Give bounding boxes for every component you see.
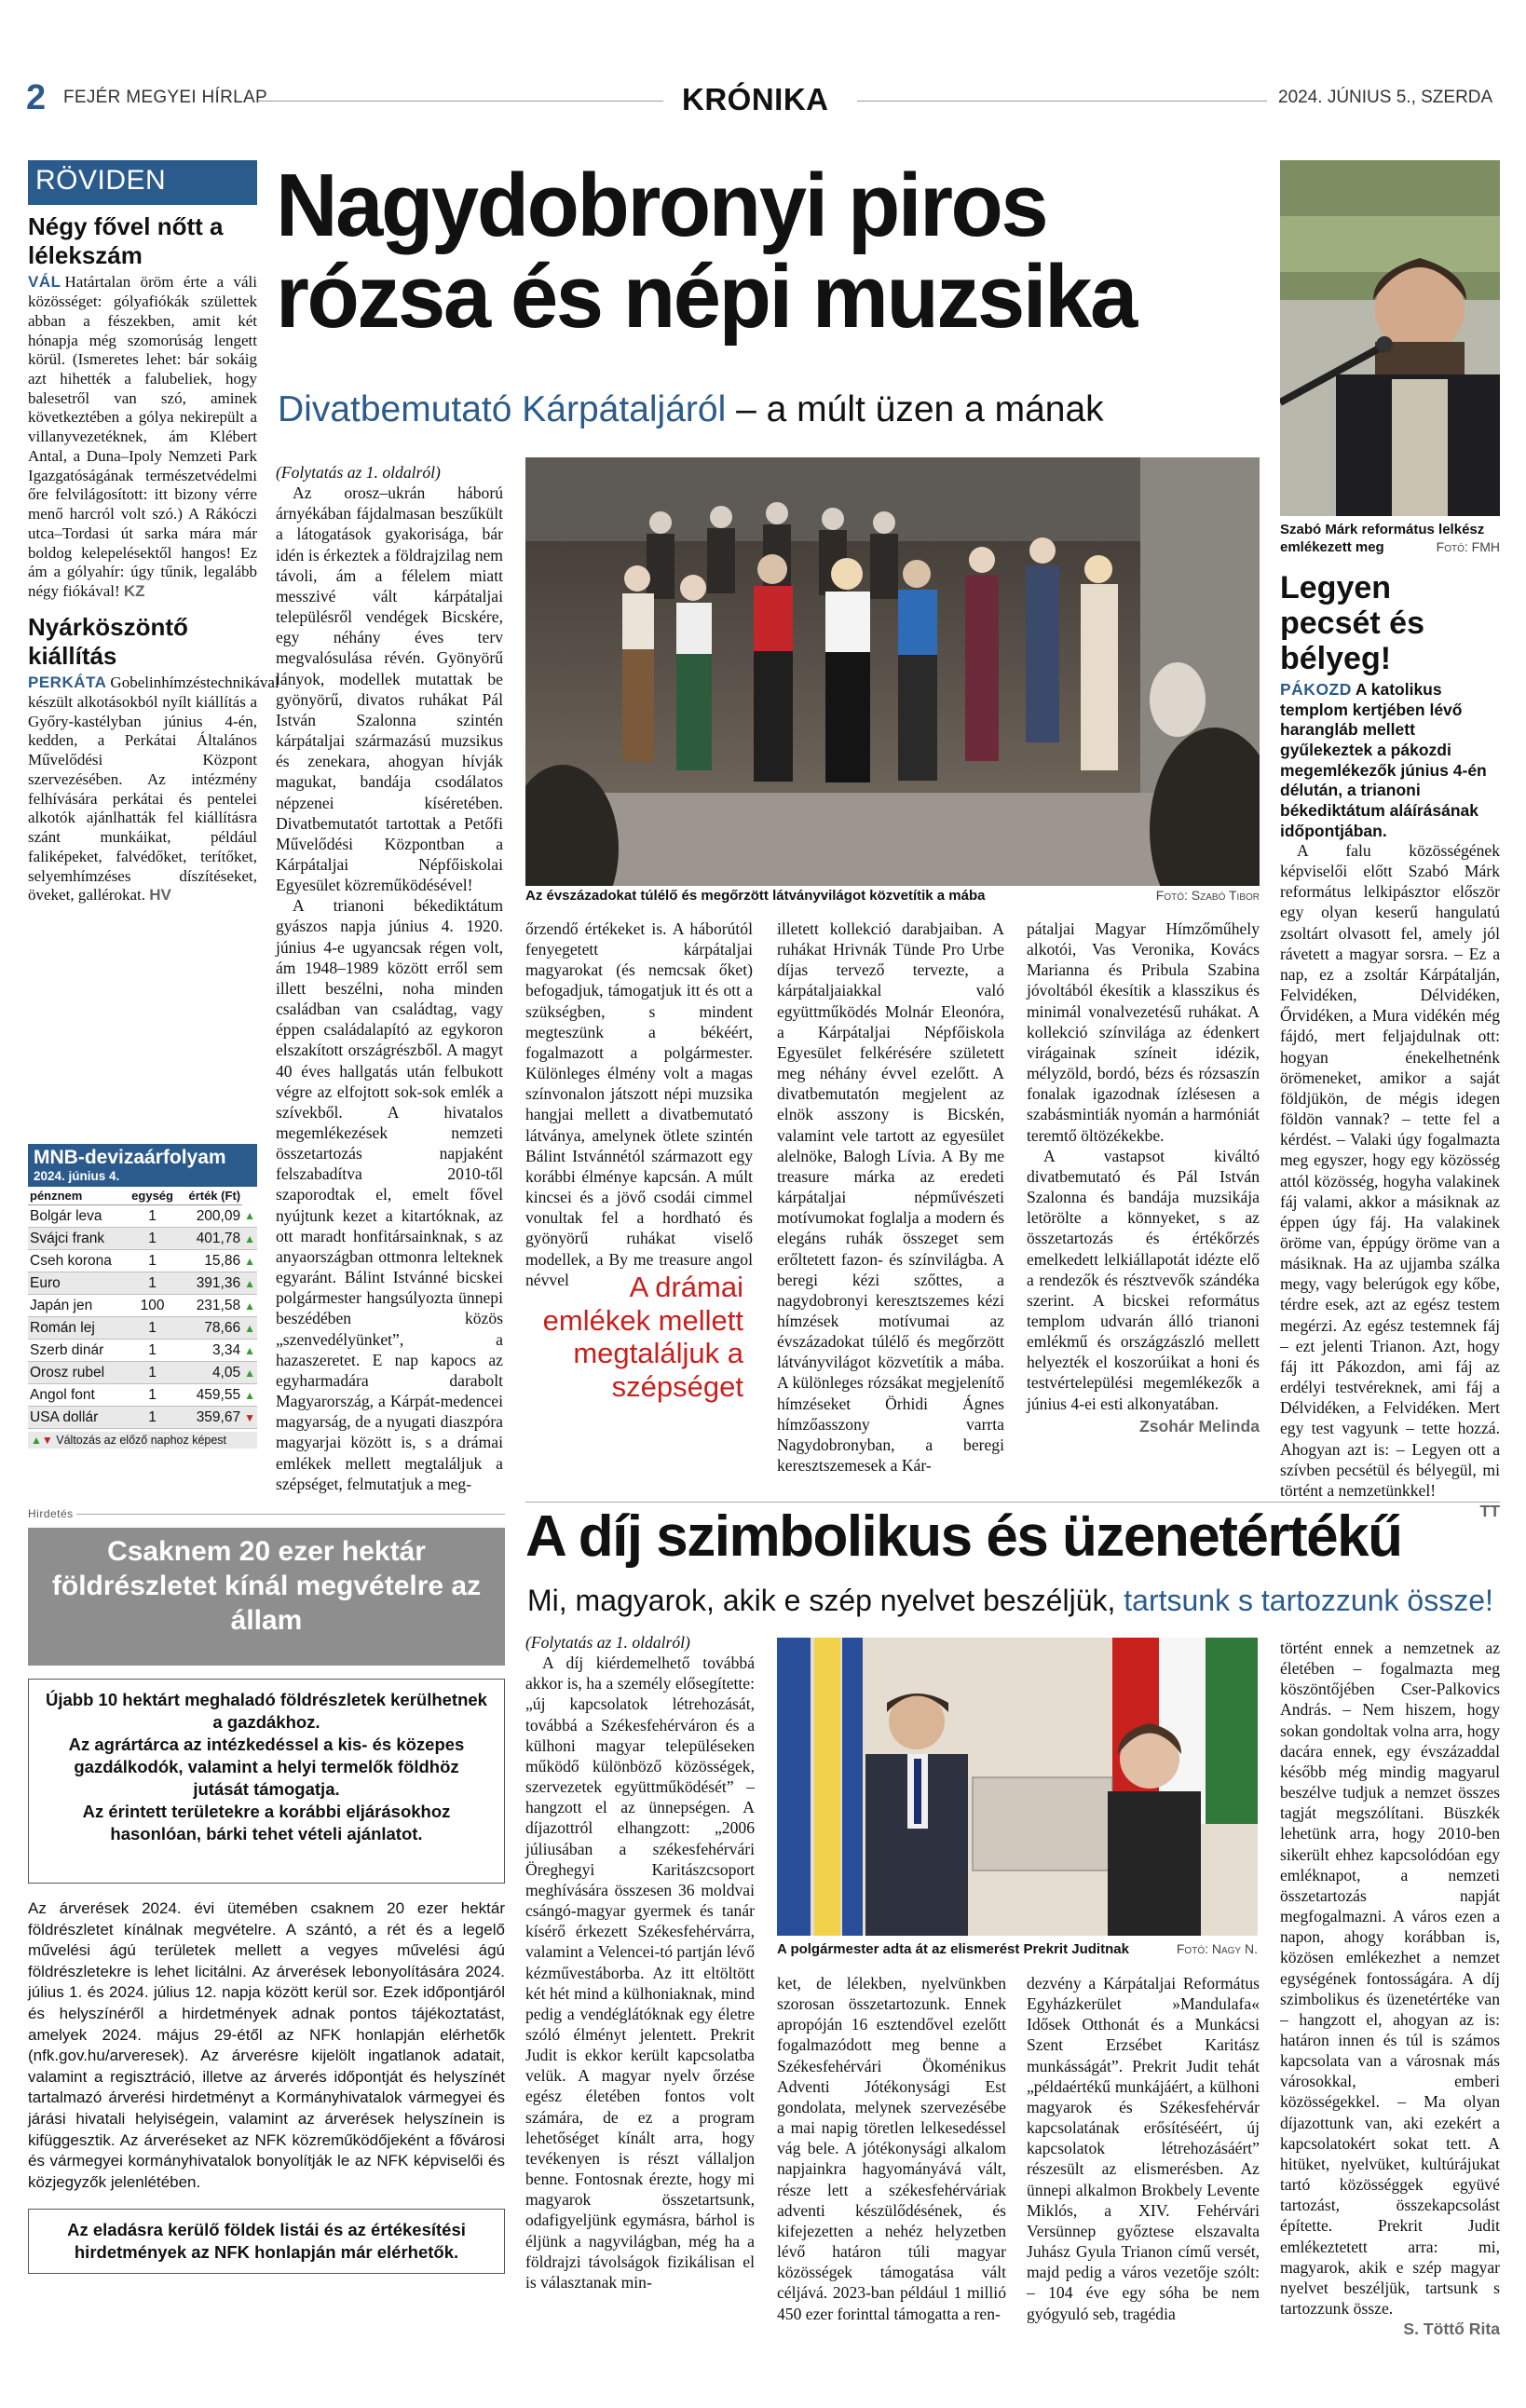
fx-value-text: 3,34 [211, 1341, 241, 1358]
fx-unit-text: 1 [148, 1319, 157, 1336]
fx-unit [127, 1272, 179, 1295]
fx-unit-text: 1 [148, 1230, 157, 1246]
fx-header-unit: egység [127, 1187, 179, 1205]
up-arrow-icon: ▲ [242, 1295, 257, 1317]
fx-header-value: érték (Ft) [179, 1187, 243, 1205]
second-article-col1 [525, 1632, 755, 2292]
fx-row [28, 1362, 257, 1384]
second-article-col3 [1027, 1973, 1260, 2324]
fx-row [28, 1384, 257, 1407]
fx-currency-text: Euro [30, 1274, 61, 1291]
ad-box-line-1: Újabb 10 hektárt meghaladó földrészletek kerülhetnek a gazdákhoz. [46, 1690, 487, 1733]
brief-2-signature: HV [149, 886, 171, 905]
fx-unit [127, 1340, 179, 1362]
sidebar-signature: TT [1479, 1502, 1500, 1520]
brief-2-lead: PERKÁTA [28, 673, 107, 692]
fx-value-text: 459,55 [196, 1386, 241, 1403]
fx-currency-text: Szerb dinár [30, 1341, 104, 1358]
fx-unit-text: 1 [148, 1386, 157, 1403]
paper-name: FEJÉR MEGYEI HÍRLAP [63, 88, 267, 107]
main-col1-p1: Az orosz–ukrán háború árnyékában fájdalmasan beszűkült a látogatások gyakorisága, bár idén is érkeztek a földrajzilag nem távoli, ám a félelem miatt messzivé vált kárpátaljai településről vendégek Bicskére, egy néhány éves terv megvalósulása révén. Gyönyörű lányok, modellek mutattak be gyönyörű, divatos ruhákat Pál István Szalonna szintén kárpátaljai származású muzsikus és zenekara, ahogyan hívják magukat, bandája csodálatos népzenei kíséretében. Divatbemutatót tartottak a Petőfi Művelődési Központban a Kárpátaljai Népfőiskolai Egyesület közreműködésével! [276, 483, 503, 895]
issue-date: 2024. JÚNIUS 5., SZERDA [1278, 88, 1493, 107]
second-continued: (Folytatás az 1. oldalról) [525, 1633, 690, 1652]
award-photo-art [777, 1638, 1258, 1936]
fx-currency [28, 1317, 127, 1340]
main-pullquote: A drámai emlékek mellett megtaláljuk a szépséget [542, 1271, 743, 1403]
brief-1-text [28, 273, 257, 601]
ad-footer: Az eladásra kerülő földek listái és az értékesítési hirdetmények az NFK honlapján már elérhetők. [67, 2219, 466, 2262]
second-subhead-rest: Mi, magyarok, akik e szép nyelvet beszéljük, [527, 1584, 1116, 1617]
fx-currency-text: Román lej [30, 1319, 95, 1336]
award-photo [777, 1638, 1258, 1936]
second-signature: S. Töttő Rita [1403, 2320, 1500, 2339]
pastor-photo [1280, 160, 1500, 516]
fx-currency-text: Angol font [30, 1386, 95, 1403]
fx-currency [28, 1250, 127, 1272]
fx-currency [28, 1340, 127, 1362]
fx-unit [127, 1295, 179, 1317]
fx-value [179, 1362, 243, 1384]
ad-title: Csaknem 20 ezer hektár földrészletet kínál megvételre az állam [51, 1536, 482, 1636]
fx-value [179, 1384, 243, 1407]
award-photo-credit: Fotó: Nagy N. [1176, 1941, 1258, 1956]
ad-footer-box [28, 2209, 505, 2274]
brief-1-title: Négy fővel nőtt a lélekszám [28, 212, 224, 269]
main-photo-credit: Fotó: Szabó Tibor [1155, 888, 1260, 903]
fx-value-text: 391,36 [196, 1274, 241, 1291]
main-continued: (Folytatás az 1. oldalról) [276, 463, 441, 482]
sidebar-body [1280, 840, 1500, 1521]
fx-currency [28, 1384, 127, 1407]
fx-table [28, 1187, 257, 1429]
second-article-col2 [777, 1973, 1006, 2324]
fx-value [179, 1407, 243, 1429]
main-subhead-blue: Divatbemutató Kárpátaljáról [278, 389, 727, 429]
header-rule-right [857, 101, 1267, 102]
fx-unit [127, 1228, 179, 1250]
fx-value-text: 4,05 [211, 1364, 241, 1381]
fx-row [28, 1205, 257, 1228]
up-arrow-icon: ▲ [31, 1434, 42, 1447]
fx-value [179, 1228, 243, 1250]
main-col1-p2: A trianoni békediktátum gyászos napja június 4. 1920. június 4-e ugyancsak régen volt, ám 1948–1989 között erről sem illett beszélni, noha minden családban van családtag, vagy éppen családalapító az egykoron elszakított országrészből. A magyt 40 éves hallgatás után felbukott végre az elfojtott sok-sok emlék a szívekből. A hivatalos megemlékezések nemzeti összetartozás napjaként felszabadítva 2010-től szaporodtak el, emelt fővel nyújtunk kezet a kitartóknak, az ott maradt honfitársainknak, s az anyaországban ottmonra lelteknek egyaránt. Bálint Istvánné bicskei polgármester hangsúlyozta ünnepi beszédében közös „szenvedélyünket”, a hazaszeretet. E nap kapocs az egyharmadára darabolt Magyarország, a Kárpát-medencei magyarság, de a nyugati diaszpóra magyarjai között is, s a drámai emlékek mellett megtaláljuk a szépséget, felmutatjuk a meg- [276, 896, 503, 1493]
fx-unit-text: 1 [148, 1364, 157, 1381]
roviden-column [28, 160, 279, 905]
up-arrow-icon: ▲ [242, 1340, 257, 1362]
ad-top-rule [76, 1514, 505, 1515]
fx-row [28, 1407, 257, 1429]
ad-box-line-2: Az agrártárca az intézkedéssel a kis- és közepes gazdálkodók, valamint a helyi termelők földhöz jutását támogatja. [68, 1735, 465, 1800]
fx-unit [127, 1317, 179, 1340]
sidebar-headline: Legyen pecsét és bélyeg! [1280, 570, 1424, 677]
brief-1-lead: VÁL [28, 273, 61, 292]
up-arrow-icon: ▲ [242, 1272, 257, 1295]
second-headline: A díj szimbolikus és üzenetértékű [525, 1504, 1402, 1569]
fx-currency [28, 1362, 127, 1384]
down-arrow-icon: ▼ [41, 1434, 53, 1447]
fx-box [28, 1144, 257, 1449]
fx-title-bar [28, 1144, 257, 1187]
up-arrow-icon: ▲ [242, 1250, 257, 1272]
fx-row [28, 1295, 257, 1317]
pastor-caption-text: Szabó Márk református lelkész emlékezett meg [1280, 522, 1485, 555]
up-arrow-icon: ▲ [242, 1228, 257, 1250]
fx-unit-text: 1 [148, 1274, 157, 1291]
main-col4-p1: pátaljai Magyar Hímzőműhely alkotói, Vas Veronika, Kovács Marianna és Pribula Szabina jóvoltából ékesítik a klasszikus és minimál vonalvezetésű ruhákat. A kollekció színvilága az édenkert virágainak színeit idézik, mélyzöld, bordó, bézs és rózsaszín fonalak igazodnak ízlésesen a szabásmintiák nyomán a harmóniát teremtő öltözékekbe. [1027, 919, 1260, 1145]
header-rule-left [259, 101, 663, 102]
award-photo-caption: A polgármester adta át az elismerést Prekrit Juditnak [777, 1941, 1129, 1957]
ad-body: Az árverések 2024. évi ütemében csaknem 20 ezer hektár földrészletet kínálnak megvételre. A szántó, a rét és a legelő művelési ágú területek mellett a vegyes művelési ágú földrészletekre is lehet licitálni. Az árverések lebonyolítására 2024. július 1. és 2024. július 12. napja között kerül sor. Ezek időpontjáról és helyszínéről a hirdetmények adnak pontos tájékoztatást, amelyek 2024. május 29-étől az NFK honlapján elérhetők (nfk.gov.hu/arveresek). Az árverésre kijelölt ingatlanok adatait, valamint a regisztráció, illetve az árverés időpontját és helyszínét tartalmazó árverési hirdetményt a Kormányhivatalok vármegyei és járási hivatali helyiségein, valamint az árverések helyszínein is kifüggesztik. Az árveréseket az NFK közreműködőjeként a fővárosi és vármegyei kormányhivatalok bonyolítják le az NFK képviselői és közjegyzők jelenlétében. [28, 1899, 505, 2191]
ad-highlight-box [28, 1679, 505, 1884]
fx-row [28, 1250, 257, 1272]
sidebar-lead-place: PÁKOZD [1280, 680, 1352, 699]
main-subhead [278, 389, 1104, 430]
fx-currency [28, 1205, 127, 1228]
fx-value [179, 1295, 243, 1317]
fx-currency-text: Svájci frank [30, 1230, 105, 1246]
brief-2-text [28, 673, 279, 905]
main-article-col3 [777, 918, 1004, 1476]
second-col2-text: ket, de lélekben, nyelvünkben szorosan összetartozunk. Ennek apropóján 16 esztendővel ezelőtt fogalmazódott meg benne a Székesfehérvári Ökoménikus Adventi Jótékonysági Est gondolata, melynek szervezésébe a mai napig töretlen lelkesedéssel vág bele. A jótékonysági alkalom napjainkra hagyományává vált, része lett a székesfehérváriak adventi készülődésének, és kifejezetten a nehéz helyzetben lévő határon túli magyar közösségek támogatása vált céljává. 2023-ban például 1 millió 450 ezer forinttal támogatta a ren- [777, 1974, 1006, 2323]
fx-unit-text: 100 [140, 1297, 165, 1313]
fx-value [179, 1317, 243, 1340]
ad-label: Hirdetés [28, 1507, 74, 1520]
fx-unit [127, 1407, 179, 1429]
fx-currency [28, 1295, 127, 1317]
page-number: 2 [26, 78, 47, 117]
fashion-show-photo [525, 457, 1260, 886]
fx-value-text: 359,67 [196, 1408, 241, 1425]
fx-value-text: 15,86 [204, 1252, 241, 1269]
fx-unit-text: 1 [148, 1207, 157, 1224]
second-col1-text: A díj kiérdemelhető továbbá akkor is, ha a személy elősegítette: „új kapcsolatok létrehozását, továbbá a Székesfehérváron és a külhoni magyar településeken működő különböző közösségek, szervezetek együttműködését” – hangzott el az ünnepségen. A díjazottról elhangzott: „2006 júliusában a székesfehérvári Öreghegyi Karitászcsoport meghívására összesen 36 moldvai csángó-magyar gyermek és tanár kísérő érkezett Székesfehérvárra, valamint a Velencei-tó partján lévő kézművestáborba. Az itt eltöltött két hét mind a külhoniaknak, mind pedig a vendéglátóknak egy életre szóló élményt jelentett. Prekrit Judit is ekkor került kapcsolatba velük. A magyar nyelv őrzése egész életében fontos volt számára, de ez a program lehetőséget kínált arra, hogy tevékenyen is részt vállaljon benne. Fontosnak érezte, hogy mi magyarok összetartsunk, odafigyeljünk egymásra, bárhol is éljünk a nagyvilágban, még ha a földrajzi távolságok fizikálisan el is választanak min- [525, 1653, 755, 2292]
fx-currency-text: USA dollár [30, 1408, 99, 1425]
award-photo-caption-bar [777, 1941, 1258, 1957]
fx-value-text: 401,78 [196, 1230, 241, 1246]
sidebar-lead [1280, 680, 1500, 842]
section-title: KRÓNIKA [682, 82, 829, 116]
second-col4-text: történt ennek a nemzetnek az életében – fogalmazta meg köszöntőjében Cser-Palkovics András. – Nem hiszem, hogy sokan gondoltak volna arra, hogy dacára ennek, egy évszázaddal később még mindig magyarul beszélve tudjuk a nemzet összes tagját megszólítani. Büszkék lehetünk arra, hogy 2010-ben sikerült ehhez kapcsolódóan egy emléknapot, a nemzeti összetartozás napját megfogalmazni. A város ezen a napon, ahogy korábban is, közösen emlékezhet a nemzet egységének fontosságára. A díj szimbolikus és üzenetértéke van – hangzott el, ahogyan az is: határon innen és túl is számos kapcsolata van a városnak más városokkal, emberi közösségekkel. – Ma olyan díjazottunk van, aki ezekért a kapcsolatokért sokat tett. A hitüket, nyelvüket, kultúrájukat tartó közösséggek együvé tartozást, összekapcsolást építette. Prekrit Judit emlékeztetett arra: mi, magyarok, akik e szép magyar nyelvet beszéljük, tartsunk s tartozzunk össze. [1280, 1639, 1500, 2318]
fx-currency [28, 1228, 127, 1250]
main-subhead-rest: – a múlt üzen a mának [736, 389, 1104, 429]
fx-date: 2024. június 4. [34, 1169, 120, 1183]
up-arrow-icon: ▲ [242, 1362, 257, 1384]
fx-unit-text: 1 [148, 1341, 157, 1358]
main-photo-caption-bar [525, 888, 1260, 904]
fx-note [28, 1432, 257, 1449]
fx-value [179, 1340, 243, 1362]
pastor-photo-credit: Fotó: FMH [1436, 538, 1500, 554]
fx-unit-text: 1 [148, 1252, 157, 1269]
main-col4-p2: A vastapsot kiváltó divatbemutató és Pál István Szalonna és bandája muzsikája letörölte a könnyeket, s az összetartozás és értékőrzés emelkedett lelkiállapotát idézte elő a rendezők és résztvevők szándéka szerint. A bicskei református templom udvarán álló trianoni emlékmű és országzászló mellett helyezték el koszorúikat a honi és testvértelepülési megemlékezők a június 4-ei esti alkonyatában. [1027, 1146, 1260, 1413]
fx-currency [28, 1407, 127, 1429]
fx-value [179, 1272, 243, 1295]
fx-currency-text: Cseh korona [30, 1252, 112, 1269]
brief-2-body: Gobelinhímzéstechnikával készült alkotásokból nyílt kiállítás a Győry-kastélyban június 4-én, kedden, a Perkátai Általános Művelődési Központ szervezésében. Az intézmény felhívására perkátai és pentelei alkotók ajánlhatták fel kiállításra szánt munkáikat, például faliképeket, falvédőket, terítőket, selyemhímzéses díszítéseket, öveket, gallérokat. [28, 673, 279, 905]
fx-value-text: 231,58 [196, 1297, 241, 1313]
fx-value-text: 200,09 [196, 1207, 241, 1224]
main-col3-text: illetett kollekció darabjaiban. A ruhákat Hrivnák Tünde Pro Urbe díjas tervező tervezte, a kárpátaljaiakkal való együttműködés Molnár Eleonóra, a Kárpátaljai Népfőiskola Egyesület felkérésére született meg néhány évvel ezelőtt. A divatbemutatón megjelent az elnök asszony is Bicskén, valamint vele tartott az egyesület alelnöke, Balogh Lívia. A By me treasure márka az eredeti kárpátaljai népművészeti motívumokat foglalja a modern és elegáns ruhák összeget sem erőltetett fazon- és színvilágba. A beregi kézi szőttes, a nagydobronyi keresztszemes kézi hímzések motívumai az évszázadokat túlélő és megőrzött látványvilágot közvetítik a mába. A különleges rózsákat megjelenítő hímzéseket Örhidi Ágnes hímzőasszony varrta Nagydobronyban, a beregi keresztszemesek a Kár- [777, 919, 1004, 1476]
brief-2-title: Nyárköszöntő kiállítás [28, 612, 188, 670]
fx-value [179, 1250, 243, 1272]
fashion-show-photo-art [525, 457, 1260, 886]
second-subhead-blue: tartsunk s tartozzunk össze! [1124, 1584, 1493, 1617]
main-signature: Zsohár Melinda [1138, 1416, 1260, 1435]
main-article-col4 [1027, 918, 1260, 1436]
up-arrow-icon: ▲ [242, 1384, 257, 1407]
fx-row [28, 1340, 257, 1362]
brief-1-body: Határtalan öröm érte a váli közösséget: gólyafiókák születtek abban a fészekben, amit két hónapja még szomorúság lengett körül. (Ismeretes lehet: bár sokáig azt hihették a falubeliek, hogy balesetről van szó, aminek következtében a gólya nekirepült a villanyvezetéknek, ám Klébert Antal, a Duna–Ipoly Nemzeti Park Igazgatóságának természetvédelmi őre felvilágosított: itt bizony vérre menő harcról volt szó.) A Rákóczi utca–Tordasi út sarka mára már boldog kelepelésektől hangos! Ez ám a gólyahír: úgy tűnik, legalább négy fiókával! [28, 273, 257, 601]
fx-currency-text: Bolgár leva [30, 1207, 102, 1224]
second-col3-text: dezvény a Kárpátaljai Református Egyházkerület »Mandulafa« Idősek Otthonát és a Munkácsi Szent Erzsébet Karitász munkásságát”. Prekrit Judit tehát „példaértékű munkájáért, a külhoni magyarok és Székesfehérvár kapcsolatának erősítéséért, új kapcsolatok létrehozásáért” részesült az elismerésben. Az ünnepi alkalmon Brokbely Levente Miklós, a XIV. Fehérvári Versünnep győztese elszavalta Juhász Gyula Trianon című versét, majd pedig a város vezetője szólt: – 104 éve egy sóha be nem gyógyuló seb, tragédia [1027, 1974, 1260, 2323]
pastor-photo-art [1280, 160, 1500, 516]
second-article-col4 [1280, 1638, 1500, 2339]
fx-unit [127, 1384, 179, 1407]
up-arrow-icon: ▲ [242, 1317, 257, 1340]
fx-unit [127, 1362, 179, 1384]
fx-value-text: 78,66 [204, 1319, 241, 1336]
fx-value [179, 1205, 243, 1228]
up-arrow-icon: ▲ [242, 1205, 257, 1228]
brief-1-signature: KZ [123, 582, 145, 601]
second-article-rule [525, 1502, 1500, 1503]
main-article-col1 [276, 462, 503, 1494]
fx-title: MNB-devizaárfolyam [34, 1147, 226, 1168]
fx-row [28, 1272, 257, 1295]
fx-unit [127, 1250, 179, 1272]
sidebar-body-p1: A falu közösségének képviselői előtt Szabó Márk református lelkipásztor először egy olyan keserű hangulatú zsoltárt olvasott fel, amely jól rávetett a magyar sorsra. – Ez a nap, ez a zsoltár Kárpátalján, Felvidéken, Délvidéken, Őrvidéken, a Mura vidékén még fájdó, mert feljajdulnak ott: hogyan énekelhetnénk örömeneket, amikor a saját földjükön, de mégis idegen földön vannak? – tette fel a kérdést. – Valaki úgy fogalmazta meg egyszer, hogy egy közösség attól közösség, hogyha valakinek fáj valami, akkor a másiknak az éppen úgy fáj. Ha valakinek öröme van, éppúgy öröme van a másiknak. Ha az ujjamba szálka megy, vagy belerúgok egy kőbe, térdre esek, azt az egész testem megérzi. Az egész testemnek fáj – ezt jelenti Trianon. Azt, hogy fáj itt Pákozdon, ami fáj az erdélyi testvéreknek, ami fáj a Délvidéken, a Felvidéken. Mert egy test vagyunk – tette hozzá. Ahogyan azt is: – Legyen ott a szívben pecsétül és bélyegül, mi történt a nemzetünkkel! [1280, 841, 1500, 1500]
down-arrow-icon: ▼ [242, 1407, 257, 1429]
pastor-photo-caption [1280, 522, 1500, 557]
fx-row [28, 1317, 257, 1340]
fx-unit-text: 1 [148, 1408, 157, 1425]
fx-header-currency: pénznem [28, 1187, 127, 1205]
ad-box [28, 1528, 505, 2274]
main-article-col2 [525, 918, 753, 1290]
roviden-banner: RÖVIDEN [28, 160, 257, 205]
fx-currency-text: Japán jen [30, 1297, 93, 1313]
fx-unit [127, 1205, 179, 1228]
second-subhead [527, 1584, 1493, 1618]
fx-currency [28, 1272, 127, 1295]
fx-note-text: Változás az előző naphoz képest [56, 1434, 227, 1447]
ad-title-band [28, 1528, 505, 1666]
fx-row [28, 1228, 257, 1250]
main-photo-caption: Az évszázadokat túlélő és megőrzött látványvilágot közvetítik a mába [525, 888, 986, 904]
ad-box-line-3: Az érintett területekre a korábbi eljárásokhoz hasonlóan, bárki tehet vételi ajánlatot. [82, 1802, 451, 1844]
fx-currency-text: Orosz rubel [30, 1364, 105, 1381]
sidebar-lead-text: A katolikus templom kertjében lévő harangláb mellett gyűlekeztek a pákozdi megemlékezők június 4-én délután, a trianoni békediktátum aláírásának időpontjában. [1280, 680, 1487, 840]
main-headline: Nagydobronyi piros rózsa és népi muzsika [276, 156, 1136, 347]
main-col2-text: őrzendő értékeket is. A háborútól fenyegetett kárpátaljai magyarokat (és nemcsak őket) befogadjuk, támogatjuk itt és ott a szükségben, s mindent megteszünk a békéért, fogalmazott a polgármester. Különleges élmény volt a magas színvonalon játszott népi muzsika hangjai mellett a divatbemutató látványa, amelynek ötlete szintén Bálint Istvánnétól származott egy korábbi élménye kapcsán. A múlt kincsei és a jövő csodái cimmel vonultak fel a hordható és gyönyörű ruhákat viselő modellek, a By me treasure angol névvel [525, 919, 753, 1289]
